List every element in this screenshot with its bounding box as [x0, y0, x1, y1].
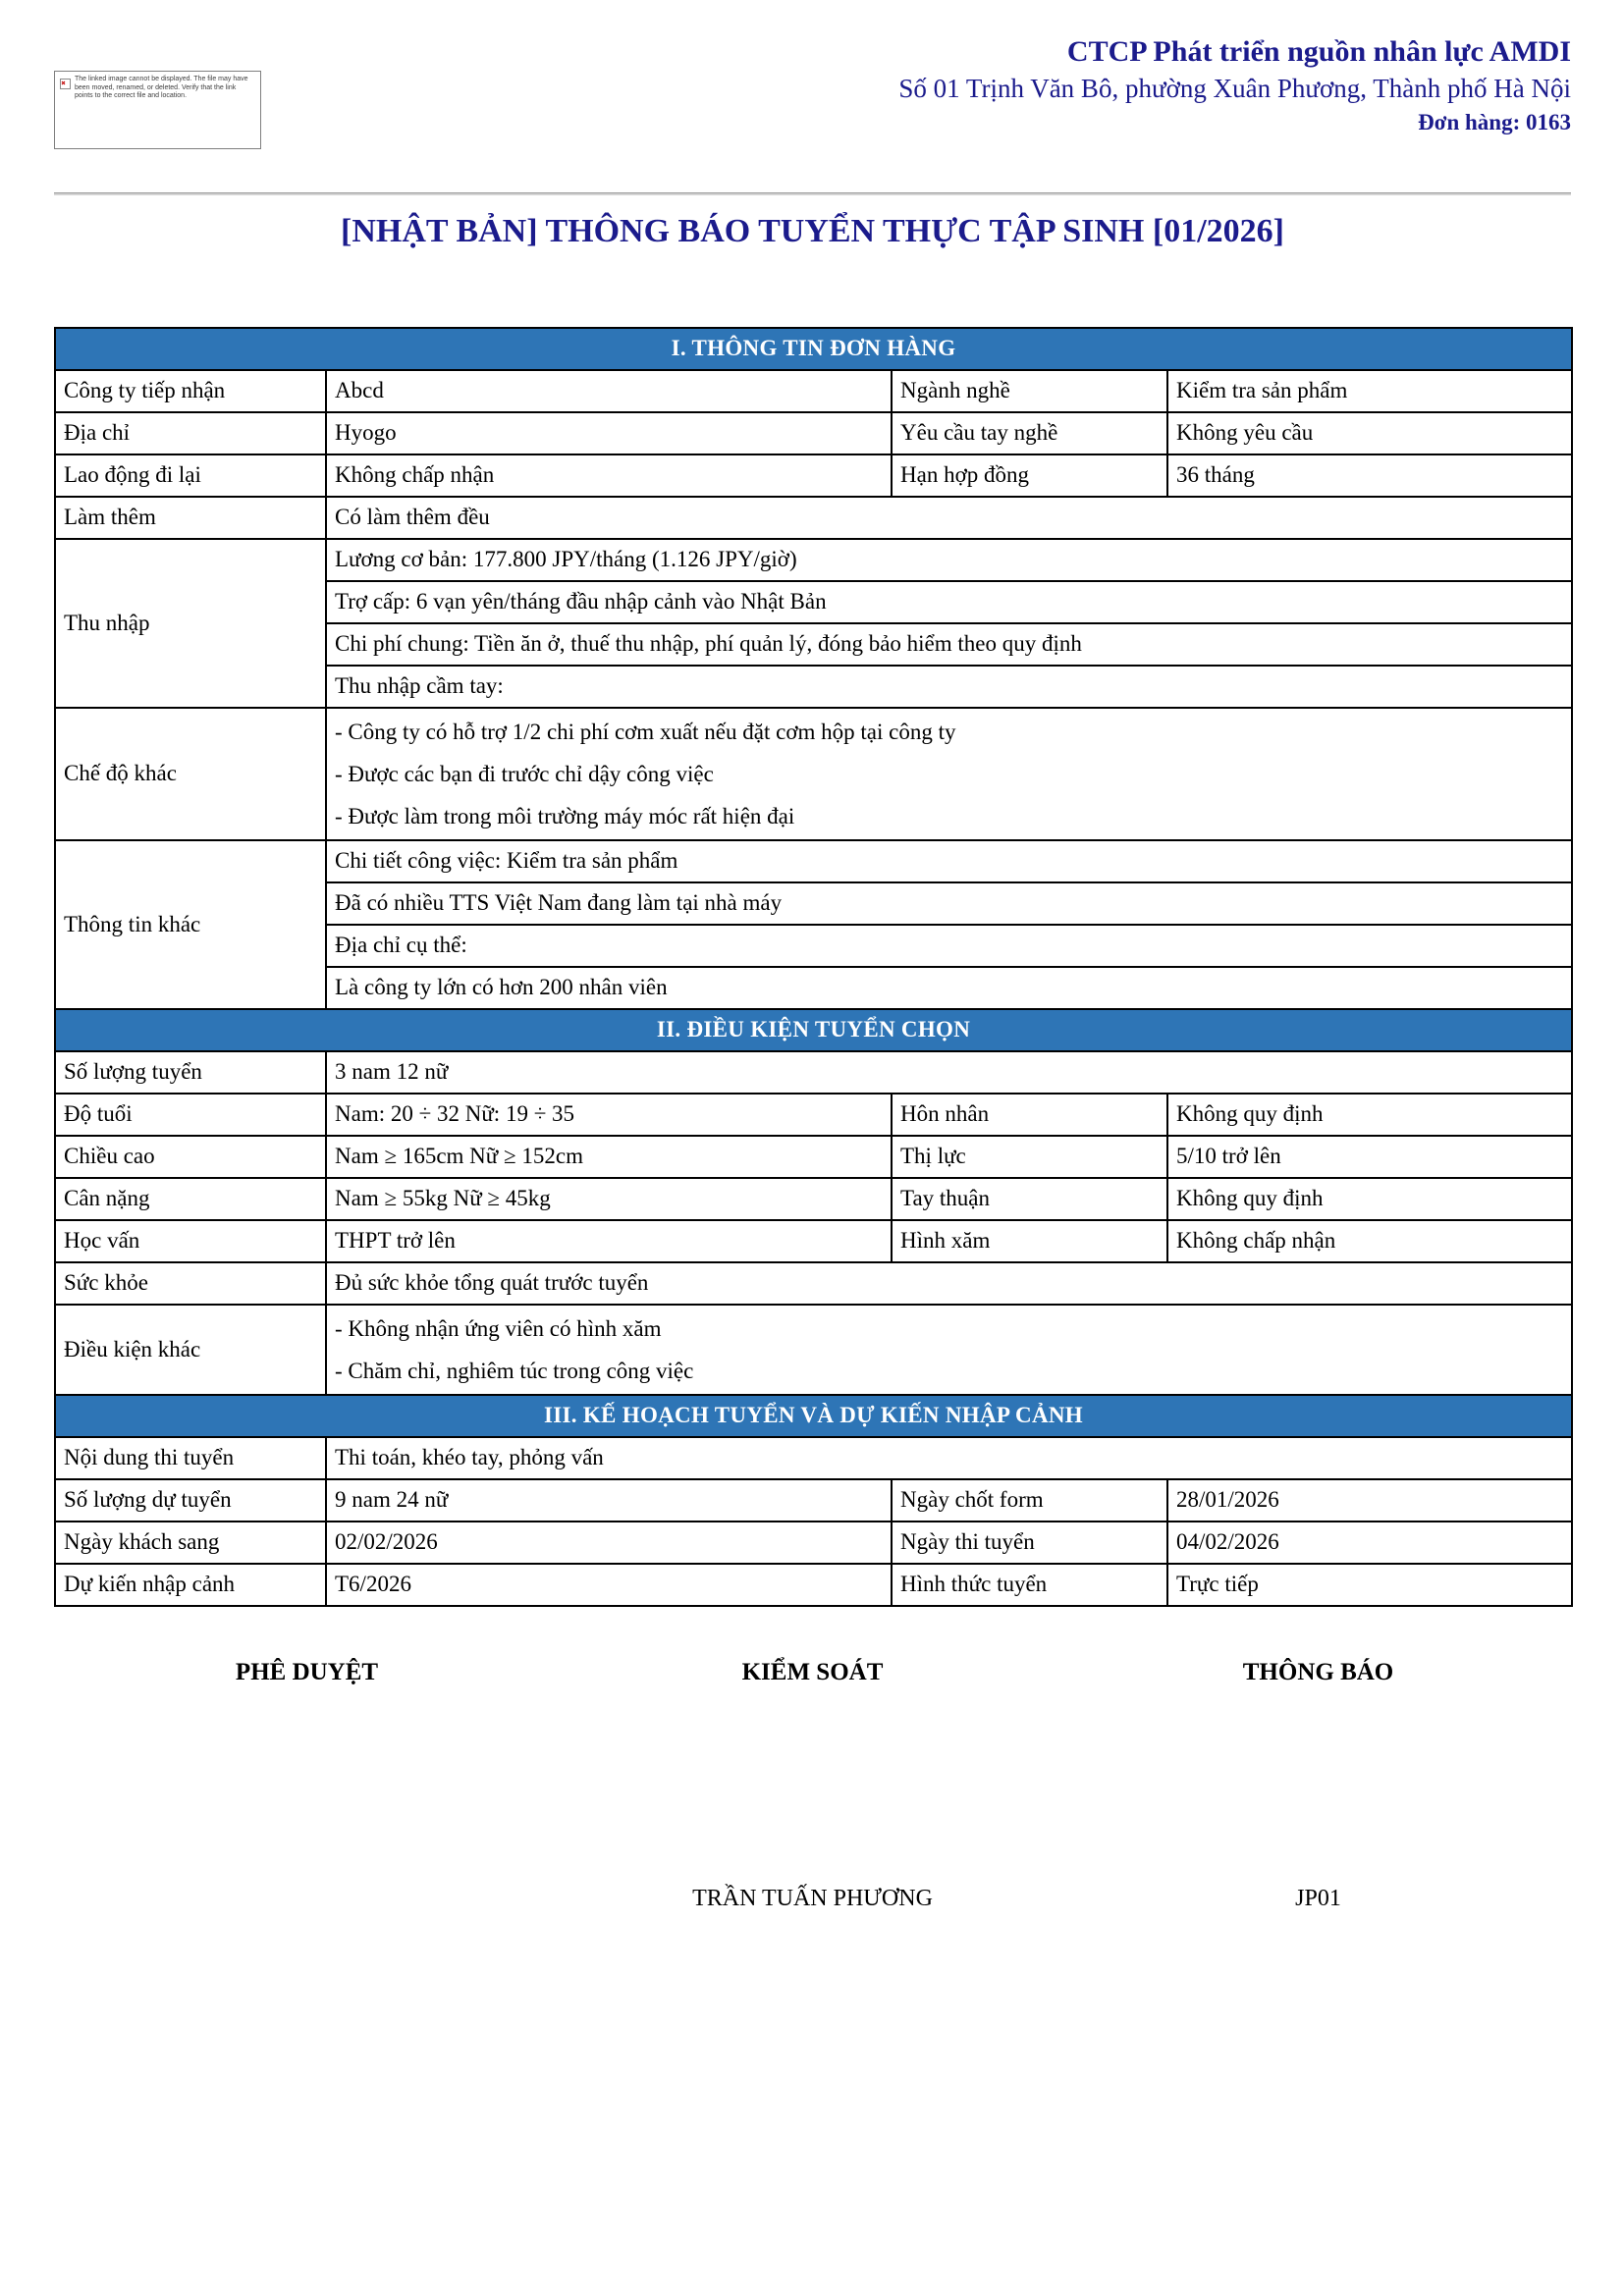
broken-image-placeholder: [54, 71, 261, 149]
health-label: Sức khỏe: [55, 1262, 326, 1305]
vision-value: 5/10 trở lên: [1167, 1136, 1572, 1178]
selection-method-value: Trực tiếp: [1167, 1564, 1572, 1606]
exam-date-value: 04/02/2026: [1167, 1522, 1572, 1564]
selection-method-label: Hình thức tuyển: [892, 1564, 1167, 1606]
skill-requirement-label: Yêu cầu tay nghề: [892, 412, 1167, 454]
age-label: Độ tuổi: [55, 1094, 326, 1136]
quantity-value: 3 nam 12 nữ: [326, 1051, 1572, 1094]
address-label: Địa chỉ: [55, 412, 326, 454]
applicants-label: Số lượng dự tuyển: [55, 1479, 326, 1522]
tattoo-value: Không chấp nhận: [1167, 1220, 1572, 1262]
commute-label: Lao động đi lại: [55, 454, 326, 497]
age-value: Nam: 20 ÷ 32 Nữ: 19 ÷ 35: [326, 1094, 892, 1136]
other-conditions-line-1: - Không nhận ứng viên có hình xăm: [335, 1316, 662, 1341]
benefits-label: Chế độ khác: [55, 708, 326, 840]
marriage-value: Không quy định: [1167, 1094, 1572, 1136]
company-name: CTCP Phát triển nguồn nhân lực AMDI: [1066, 35, 1571, 68]
income-take-home: Thu nhập cầm tay:: [326, 666, 1572, 708]
client-arrival-label: Ngày khách sang: [55, 1522, 326, 1564]
other-info-job-detail: Chi tiết công việc: Kiểm tra sản phẩm: [326, 840, 1572, 882]
company-address: Số 01 Trịnh Văn Bô, phường Xuân Phương, Thành phố Hà Nội: [898, 74, 1571, 103]
control-heading: KIỂM SOÁT: [741, 1659, 884, 1685]
weight-value: Nam ≥ 55kg Nữ ≥ 45kg: [326, 1178, 892, 1220]
commute-value: Không chấp nhận: [326, 454, 892, 497]
weight-label: Cân nặng: [55, 1178, 326, 1220]
dominant-hand-label: Tay thuận: [892, 1178, 1167, 1220]
form-deadline-value: 28/01/2026: [1167, 1479, 1572, 1522]
health-value: Đủ sức khỏe tổng quát trước tuyển: [326, 1262, 1572, 1305]
section-2-header: II. ĐIỀU KIỆN TUYỂN CHỌN: [55, 1009, 1572, 1051]
other-conditions-label: Điều kiện khác: [55, 1305, 326, 1395]
contract-term-value: 36 tháng: [1167, 454, 1572, 497]
education-value: THPT trở lên: [326, 1220, 892, 1262]
announcer-code: JP01: [1295, 1886, 1341, 1911]
approve-heading: PHÊ DUYỆT: [235, 1659, 379, 1685]
page-title: [NHẬT BẢN] THÔNG BÁO TUYỂN THỰC TẬP SINH [01/2026]: [341, 213, 1284, 249]
industry-label: Ngành nghề: [892, 370, 1167, 412]
benefits-line-2: - Được các bạn đi trước chỉ dậy công việc: [335, 762, 714, 786]
tattoo-label: Hình xăm: [892, 1220, 1167, 1262]
other-info-specific-address: Địa chỉ cụ thể:: [326, 925, 1572, 967]
form-deadline-label: Ngày chốt form: [892, 1479, 1167, 1522]
receiving-company-value: Abcd: [326, 370, 892, 412]
receiving-company-label: Công ty tiếp nhận: [55, 370, 326, 412]
skill-requirement-value: Không yêu cầu: [1167, 412, 1572, 454]
income-label: Thu nhập: [55, 539, 326, 708]
industry-value: Kiểm tra sản phẩm: [1167, 370, 1572, 412]
other-conditions-value: [326, 1305, 1572, 1395]
section-1-header: I. THÔNG TIN ĐƠN HÀNG: [55, 328, 1572, 370]
education-label: Học vấn: [55, 1220, 326, 1262]
benefits-value: [326, 708, 1572, 840]
broken-image-icon: [60, 77, 71, 94]
other-conditions-line-2: - Chăm chỉ, nghiêm túc trong công việc: [335, 1359, 694, 1383]
benefits-line-1: - Công ty có hỗ trợ 1/2 chi phí cơm xuất nếu đặt cơm hộp tại công ty: [335, 720, 956, 744]
exam-date-label: Ngày thi tuyển: [892, 1522, 1167, 1564]
height-value: Nam ≥ 165cm Nữ ≥ 152cm: [326, 1136, 892, 1178]
divider-line: [54, 192, 1571, 195]
other-info-company-size: Là công ty lớn có hơn 200 nhân viên: [326, 967, 1572, 1009]
controller-name: TRẦN TUẤN PHƯƠNG: [692, 1886, 933, 1911]
exam-content-value: Thi toán, khéo tay, phỏng vấn: [326, 1437, 1572, 1479]
overtime-label: Làm thêm: [55, 497, 326, 539]
other-info-tts: Đã có nhiều TTS Việt Nam đang làm tại nhà máy: [326, 882, 1572, 925]
applicants-value: 9 nam 24 nữ: [326, 1479, 892, 1522]
client-arrival-value: 02/02/2026: [326, 1522, 892, 1564]
entry-date-value: T6/2026: [326, 1564, 892, 1606]
signoff-names: [54, 1886, 1571, 1912]
income-allowance: Trợ cấp: 6 vạn yên/tháng đầu nhập cảnh vào Nhật Bản: [326, 581, 1572, 623]
address-value: Hyogo: [326, 412, 892, 454]
letterhead: [898, 32, 1571, 138]
exam-content-label: Nội dung thi tuyển: [55, 1437, 326, 1479]
entry-date-label: Dự kiến nhập cảnh: [55, 1564, 326, 1606]
height-label: Chiều cao: [55, 1136, 326, 1178]
broken-image-message: The linked image cannot be displayed. The file may have been moved, renamed, or deleted. Verify that the link points to the correct file and location.: [75, 76, 248, 99]
recruitment-table: [54, 327, 1573, 1607]
vision-label: Thị lực: [892, 1136, 1167, 1178]
signoff-captions: [54, 1659, 1571, 1686]
marriage-label: Hôn nhân: [892, 1094, 1167, 1136]
benefits-line-3: - Được làm trong môi trường máy móc rất hiện đại: [335, 804, 795, 828]
section-3-header: III. KẾ HOẠCH TUYỂN VÀ DỰ KIẾN NHẬP CẢNH: [55, 1395, 1572, 1437]
announce-heading: THÔNG BÁO: [1242, 1659, 1394, 1685]
overtime-value: Có làm thêm đều: [326, 497, 1572, 539]
order-number: Đơn hàng: 0163: [1418, 110, 1571, 134]
income-common-costs: Chi phí chung: Tiền ăn ở, thuế thu nhập, phí quản lý, đóng bảo hiểm theo quy định: [326, 623, 1572, 666]
dominant-hand-value: Không quy định: [1167, 1178, 1572, 1220]
contract-term-label: Hạn hợp đồng: [892, 454, 1167, 497]
approve-signature-space: [54, 1886, 560, 1912]
income-base-salary: Lương cơ bản: 177.800 JPY/tháng (1.126 JPY/giờ): [326, 539, 1572, 581]
other-info-label: Thông tin khác: [55, 840, 326, 1009]
quantity-label: Số lượng tuyển: [55, 1051, 326, 1094]
